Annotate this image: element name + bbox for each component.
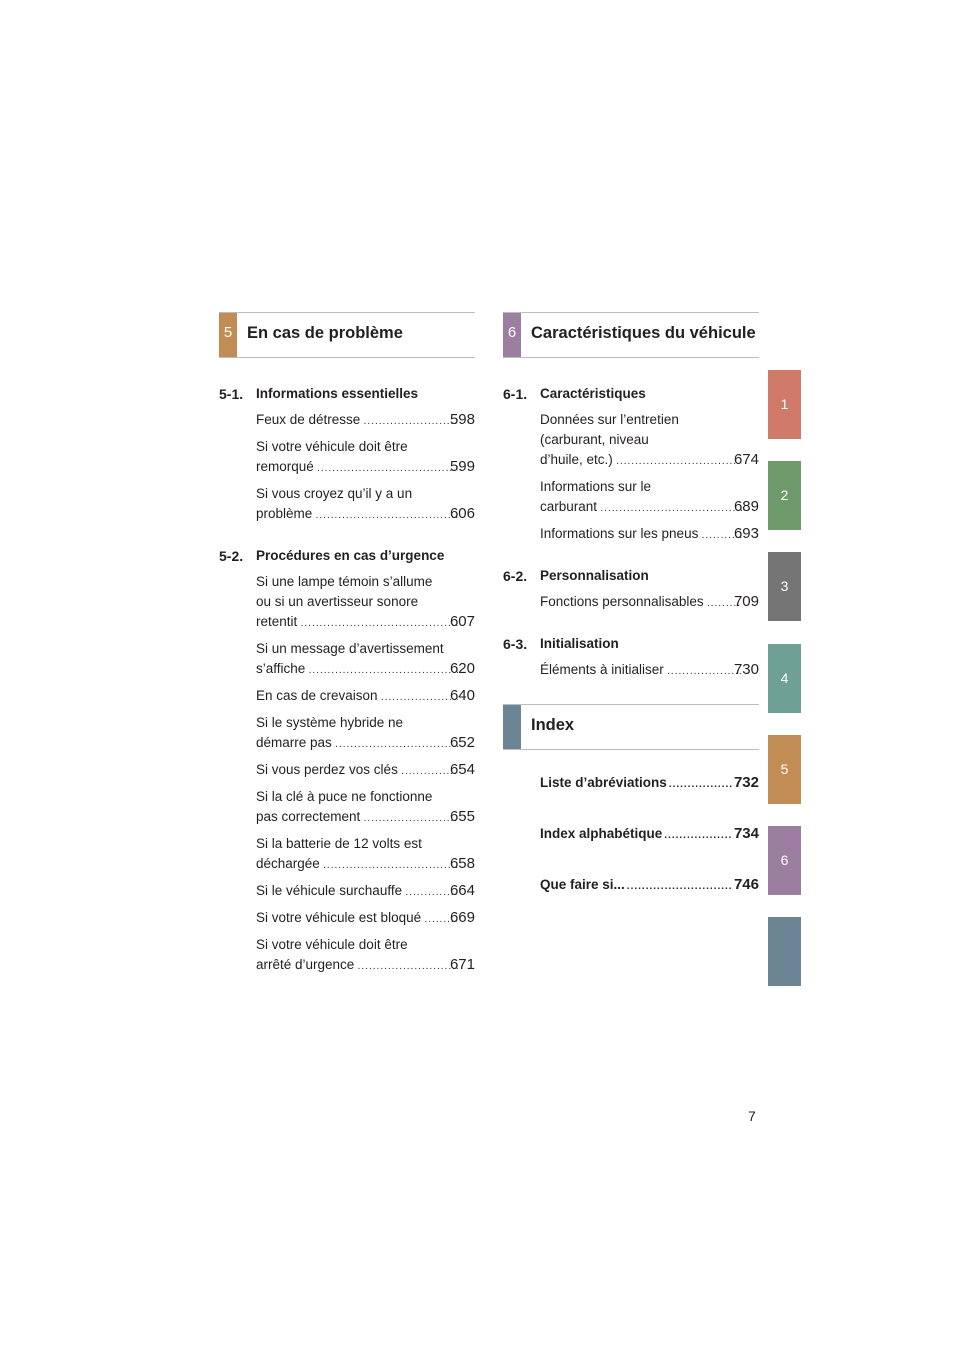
- toc-entry-text: retentit: [256, 614, 298, 629]
- index-section-number: [503, 705, 521, 749]
- toc-entry[interactable]: [256, 713, 475, 755]
- subsection: [219, 546, 475, 977]
- subsection-code: 6-1.: [503, 386, 528, 402]
- toc-entry-line: [540, 660, 759, 682]
- chapter-tab-4[interactable]: 4: [768, 644, 801, 713]
- dot-leader: [599, 499, 742, 519]
- toc-entry-line: [540, 524, 759, 546]
- toc-entry-text: Si vous perdez vos clés: [256, 762, 398, 777]
- page-ref: 606: [449, 505, 475, 522]
- toc-entry-line: [256, 854, 475, 876]
- section-number: 5: [219, 313, 237, 357]
- index-entry-text: Que faire si...: [540, 877, 625, 892]
- toc-entry-text: s’affiche: [256, 661, 306, 676]
- toc-entry-line: [256, 807, 475, 829]
- section-header: [503, 312, 759, 358]
- subsection-heading: [503, 634, 759, 654]
- index-entry[interactable]: [540, 874, 759, 898]
- toc-entry-text: Feux de détresse: [256, 412, 361, 427]
- page-ref: 654: [449, 761, 475, 778]
- toc-entry[interactable]: [256, 760, 475, 782]
- section-title: Caractéristiques du véhicule: [531, 324, 756, 342]
- dot-leader: [615, 452, 742, 472]
- toc-entry[interactable]: [256, 908, 475, 930]
- chapter-tab-index[interactable]: [768, 917, 801, 986]
- toc-entry-text: Si votre véhicule est bloqué: [256, 910, 422, 925]
- toc-entry-line: [256, 908, 475, 930]
- section-number: 6: [503, 313, 521, 357]
- chapter-tab-6[interactable]: 6: [768, 826, 801, 895]
- toc-entry[interactable]: [256, 834, 475, 876]
- subsection-title: Initialisation: [540, 636, 619, 651]
- toc-entry[interactable]: [540, 524, 759, 546]
- toc-entry[interactable]: [256, 639, 475, 681]
- toc-entry-text: remorqué: [256, 459, 314, 474]
- toc-entry-line: [256, 612, 475, 634]
- toc-entry[interactable]: [540, 592, 759, 614]
- toc-entry-line: [540, 592, 759, 614]
- subsection-code: 5-2.: [219, 548, 244, 564]
- subsection-heading: [219, 546, 475, 566]
- subsection-title: Caractéristiques: [540, 386, 646, 401]
- page-ref: 664: [449, 882, 475, 899]
- toc-entry-line: [256, 457, 475, 479]
- toc-entry[interactable]: [540, 410, 759, 472]
- page-ref: 671: [449, 956, 475, 973]
- page-ref: 689: [733, 498, 759, 515]
- toc-entry-line: [256, 659, 475, 681]
- toc-entry-text: Si vous croyez qu’il y a un: [256, 486, 413, 501]
- dot-leader: [314, 506, 458, 526]
- section-title: En cas de problème: [247, 324, 403, 342]
- toc-entry-text: Données sur l’entretien: [540, 412, 679, 427]
- toc-entry[interactable]: [256, 935, 475, 977]
- toc-entry-line: [540, 450, 759, 472]
- subsection-code: 5-1.: [219, 386, 244, 402]
- page-ref: 693: [733, 525, 759, 542]
- dot-leader: [669, 774, 732, 796]
- toc-entry-text: Si une lampe témoin s’allume: [256, 574, 433, 589]
- subsection-heading: [503, 566, 759, 586]
- subsection-heading: [219, 384, 475, 404]
- toc-entry-text: En cas de crevaison: [256, 688, 378, 703]
- page-ref: 746: [733, 876, 759, 893]
- subsection: [503, 566, 759, 614]
- subsection-list: [219, 384, 475, 977]
- dot-leader: [299, 614, 458, 634]
- toc-entry[interactable]: [256, 437, 475, 479]
- toc-entry-line: [256, 955, 475, 977]
- dot-leader: [334, 735, 458, 755]
- toc-entry-text: Si votre véhicule doit être: [256, 439, 408, 454]
- subsection-title: Informations essentielles: [256, 386, 419, 401]
- subsection-title: Personnalisation: [540, 568, 649, 583]
- page-ref: 669: [449, 909, 475, 926]
- dot-leader: [356, 957, 458, 977]
- page-ref: 709: [733, 593, 759, 610]
- dot-leader: [666, 662, 742, 682]
- toc-entry-text: ou si un avertisseur sonore: [256, 594, 419, 609]
- toc-entry-text: Si votre véhicule doit être: [256, 937, 408, 952]
- toc-entry[interactable]: [256, 410, 475, 432]
- index-section: [503, 704, 759, 898]
- dot-leader: [307, 661, 458, 681]
- index-entry[interactable]: [540, 772, 759, 796]
- chapter-tab-5[interactable]: 5: [768, 735, 801, 804]
- dot-leader: [362, 412, 458, 432]
- toc-entry[interactable]: [256, 787, 475, 829]
- page-ref: 652: [449, 734, 475, 751]
- column-right: [503, 312, 759, 925]
- page-ref: 620: [449, 660, 475, 677]
- index-section-header: [503, 704, 759, 750]
- chapter-tab-2[interactable]: 2: [768, 461, 801, 530]
- index-section-title: Index: [531, 716, 575, 734]
- section-header: [219, 312, 475, 358]
- index-list: [503, 772, 759, 898]
- chapter-tab-1[interactable]: 1: [768, 370, 801, 439]
- toc-entry-text: arrêté d’urgence: [256, 957, 355, 972]
- toc-entry-line: [256, 733, 475, 755]
- toc-entry[interactable]: [540, 660, 759, 682]
- dot-leader: [322, 856, 458, 876]
- page-ref: 730: [733, 661, 759, 678]
- chapter-tab-3[interactable]: 3: [768, 552, 801, 621]
- page-ref: 640: [449, 687, 475, 704]
- toc-entry-text: Si un message d’avertissement: [256, 641, 444, 656]
- subsection: [219, 384, 475, 526]
- page-ref: 732: [733, 774, 759, 791]
- dot-leader: [664, 825, 732, 847]
- toc-entry-text: Si le système hybride ne: [256, 715, 404, 730]
- subsection-code: 6-3.: [503, 636, 528, 652]
- subsection-title: Procédures en cas d’urgence: [256, 548, 445, 563]
- toc-entry-text: Si la batterie de 12 volts est: [256, 836, 422, 851]
- page-ref: 598: [449, 411, 475, 428]
- toc-entry[interactable]: [256, 881, 475, 903]
- page-ref: 655: [449, 808, 475, 825]
- index-entry-text: Liste d’abréviations: [540, 775, 667, 790]
- toc-entry-text: problème: [256, 506, 313, 521]
- column-left: [219, 312, 475, 997]
- toc-entry-text: déchargée: [256, 856, 320, 871]
- dot-leader: [362, 809, 458, 829]
- subsection: [503, 384, 759, 546]
- subsection-list: [503, 384, 759, 682]
- toc-entry[interactable]: [256, 484, 475, 526]
- page-ref: 734: [733, 825, 759, 842]
- toc-entry-line: [256, 410, 475, 432]
- toc-entry[interactable]: [256, 686, 475, 708]
- toc-entry-text: Si la clé à puce ne fonctionne: [256, 789, 433, 804]
- toc-entry-line: [256, 760, 475, 782]
- page-ref: 599: [449, 458, 475, 475]
- toc-entry-text: Éléments à initialiser: [540, 662, 664, 677]
- toc-entry-text: d’huile, etc.): [540, 452, 613, 467]
- toc-entry-text: démarre pas: [256, 735, 332, 750]
- chapter-tabs: [768, 370, 801, 1008]
- page-number: 7: [748, 1108, 756, 1124]
- toc-entry-line: [256, 504, 475, 526]
- toc-entry-text: carburant: [540, 499, 598, 514]
- toc-entry-text: Si le véhicule surchauffe: [256, 883, 403, 898]
- index-entry[interactable]: [540, 823, 759, 847]
- toc-entry-text: pas correctement: [256, 809, 361, 824]
- subsection: [503, 634, 759, 682]
- dot-leader: [316, 459, 458, 479]
- page-ref: 674: [733, 451, 759, 468]
- toc-entry-line: [540, 497, 759, 519]
- dot-leader: [627, 876, 732, 898]
- subsection-code: 6-2.: [503, 568, 528, 584]
- subsection-heading: [503, 384, 759, 404]
- toc-entry-line: [256, 881, 475, 903]
- dot-leader: [380, 688, 458, 708]
- toc-entry[interactable]: [256, 572, 475, 634]
- toc-entry[interactable]: [540, 477, 759, 519]
- toc-entry-line: [256, 686, 475, 708]
- toc-entry-text: (carburant, niveau: [540, 432, 649, 447]
- toc-entry-text: Informations sur les pneus: [540, 526, 699, 541]
- toc-entry-text: Informations sur le: [540, 479, 652, 494]
- page-ref: 607: [449, 613, 475, 630]
- index-entry-text: Index alphabétique: [540, 826, 663, 841]
- page-ref: 658: [449, 855, 475, 872]
- toc-entry-text: Fonctions personnalisables: [540, 594, 704, 609]
